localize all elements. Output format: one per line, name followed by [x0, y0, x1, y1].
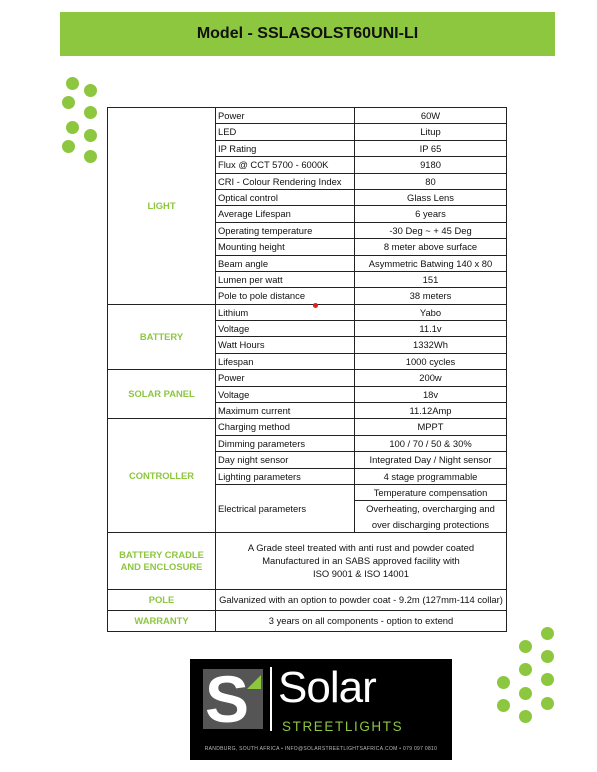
spec-table	[107, 107, 507, 632]
param-value: 6 years	[355, 206, 507, 222]
page-title: Model - SSLASOLST60UNI-LI	[196, 25, 419, 42]
decor-dot	[84, 129, 97, 142]
param-label: Maximum current	[216, 403, 355, 419]
decor-dot	[84, 150, 97, 163]
param-label: CRI - Colour Rendering Index	[216, 173, 355, 189]
category-controller: CONTROLLER	[108, 419, 216, 533]
param-label: Power	[216, 370, 355, 386]
category-battery-cradle: BATTERY CRADLE AND ENCLOSURE	[108, 533, 216, 590]
decor-dot	[519, 687, 532, 700]
param-label: Operating temperature	[216, 222, 355, 238]
decor-dot	[84, 84, 97, 97]
category-pole: POLE	[108, 590, 216, 611]
param-value: 1000 cycles	[355, 353, 507, 369]
category-solar-panel: SOLAR PANEL	[108, 370, 216, 419]
decor-dot	[497, 676, 510, 689]
decor-dot	[66, 77, 79, 90]
pole-description: Galvanized with an option to powder coat - 9.2m (127mm-114 collar)	[216, 590, 507, 611]
param-label: Mounting height	[216, 239, 355, 255]
param-value: 80	[355, 173, 507, 189]
param-value: 11.12Amp	[355, 403, 507, 419]
param-label: Dimming parameters	[216, 435, 355, 451]
logo-wordmark: Solar	[278, 663, 376, 712]
param-label: IP Rating	[216, 140, 355, 156]
param-value: 8 meter above surface	[355, 239, 507, 255]
param-value: over discharging protections	[355, 517, 507, 533]
warranty-description: 3 years on all components - option to extend	[216, 611, 507, 632]
param-value: 38 meters	[355, 288, 507, 304]
decor-dot	[62, 96, 75, 109]
decor-dot	[84, 106, 97, 119]
decor-dot	[541, 627, 554, 640]
param-value: 4 stage programmable	[355, 468, 507, 484]
decor-dot	[497, 699, 510, 712]
red-marker-dot	[313, 303, 318, 308]
param-label: Day night sensor	[216, 452, 355, 468]
param-value: Integrated Day / Night sensor	[355, 452, 507, 468]
cradle-line: Manufactured in an SABS approved facility with	[262, 554, 460, 566]
param-label: Average Lifespan	[216, 206, 355, 222]
param-label: Charging method	[216, 419, 355, 435]
param-label: Pole to pole distance	[216, 288, 355, 304]
param-label: Electrical parameters	[216, 484, 355, 532]
param-label: Beam angle	[216, 255, 355, 271]
param-value: 60W	[355, 108, 507, 124]
cradle-line: A Grade steel treated with anti rust and powder coated	[247, 542, 475, 554]
decor-dot	[541, 673, 554, 686]
category-light: LIGHT	[108, 108, 216, 305]
logo-contact-line: RANDBURG, SOUTH AFRICA • INFO@SOLARSTREETLIGHTSAFRICA.COM • 079 097 0810	[204, 746, 438, 752]
param-value: 9180	[355, 157, 507, 173]
param-label: Voltage	[216, 386, 355, 402]
param-label: Lumen per watt	[216, 271, 355, 287]
param-value: 100 / 70 / 50 & 30%	[355, 435, 507, 451]
decor-dot	[62, 140, 75, 153]
param-label: Watt Hours	[216, 337, 355, 353]
param-value: Litup	[355, 124, 507, 140]
decor-dot	[519, 640, 532, 653]
param-value: 151	[355, 271, 507, 287]
param-value: 1332Wh	[355, 337, 507, 353]
param-value: Temperature compensation	[355, 484, 507, 500]
param-value: 11.1v	[355, 321, 507, 337]
param-label: Flux @ CCT 5700 - 6000K	[216, 157, 355, 173]
param-value: Yabo	[355, 304, 507, 320]
decor-dot	[519, 663, 532, 676]
param-label: Lithium	[216, 304, 355, 320]
param-label: LED	[216, 124, 355, 140]
decor-dot	[519, 710, 532, 723]
param-value: 18v	[355, 386, 507, 402]
category-battery: BATTERY	[108, 304, 216, 370]
param-value: Glass Lens	[355, 189, 507, 205]
param-value: IP 65	[355, 140, 507, 156]
param-value: MPPT	[355, 419, 507, 435]
decor-dot	[541, 650, 554, 663]
logo-subtitle: STREETLIGHTS	[282, 719, 404, 734]
param-label: Lifespan	[216, 353, 355, 369]
cradle-description	[216, 533, 507, 590]
logo-separator	[270, 667, 272, 731]
param-value: 200w	[355, 370, 507, 386]
param-label: Power	[216, 108, 355, 124]
param-label: Optical control	[216, 189, 355, 205]
param-label: Lighting parameters	[216, 468, 355, 484]
decor-dot	[66, 121, 79, 134]
cradle-line: ISO 9001 & ISO 14001	[313, 567, 409, 579]
category-warranty: WARRANTY	[108, 611, 216, 632]
param-label: Voltage	[216, 321, 355, 337]
param-value: Asymmetric Batwing 140 x 80	[355, 255, 507, 271]
param-value: Overheating, overcharging and	[355, 501, 507, 517]
title-banner	[60, 12, 555, 56]
solar-streetlights-logo	[190, 659, 452, 760]
decor-dot	[541, 697, 554, 710]
logo-mark-icon: S	[203, 669, 263, 729]
param-value: -30 Deg ~ + 45 Deg	[355, 222, 507, 238]
